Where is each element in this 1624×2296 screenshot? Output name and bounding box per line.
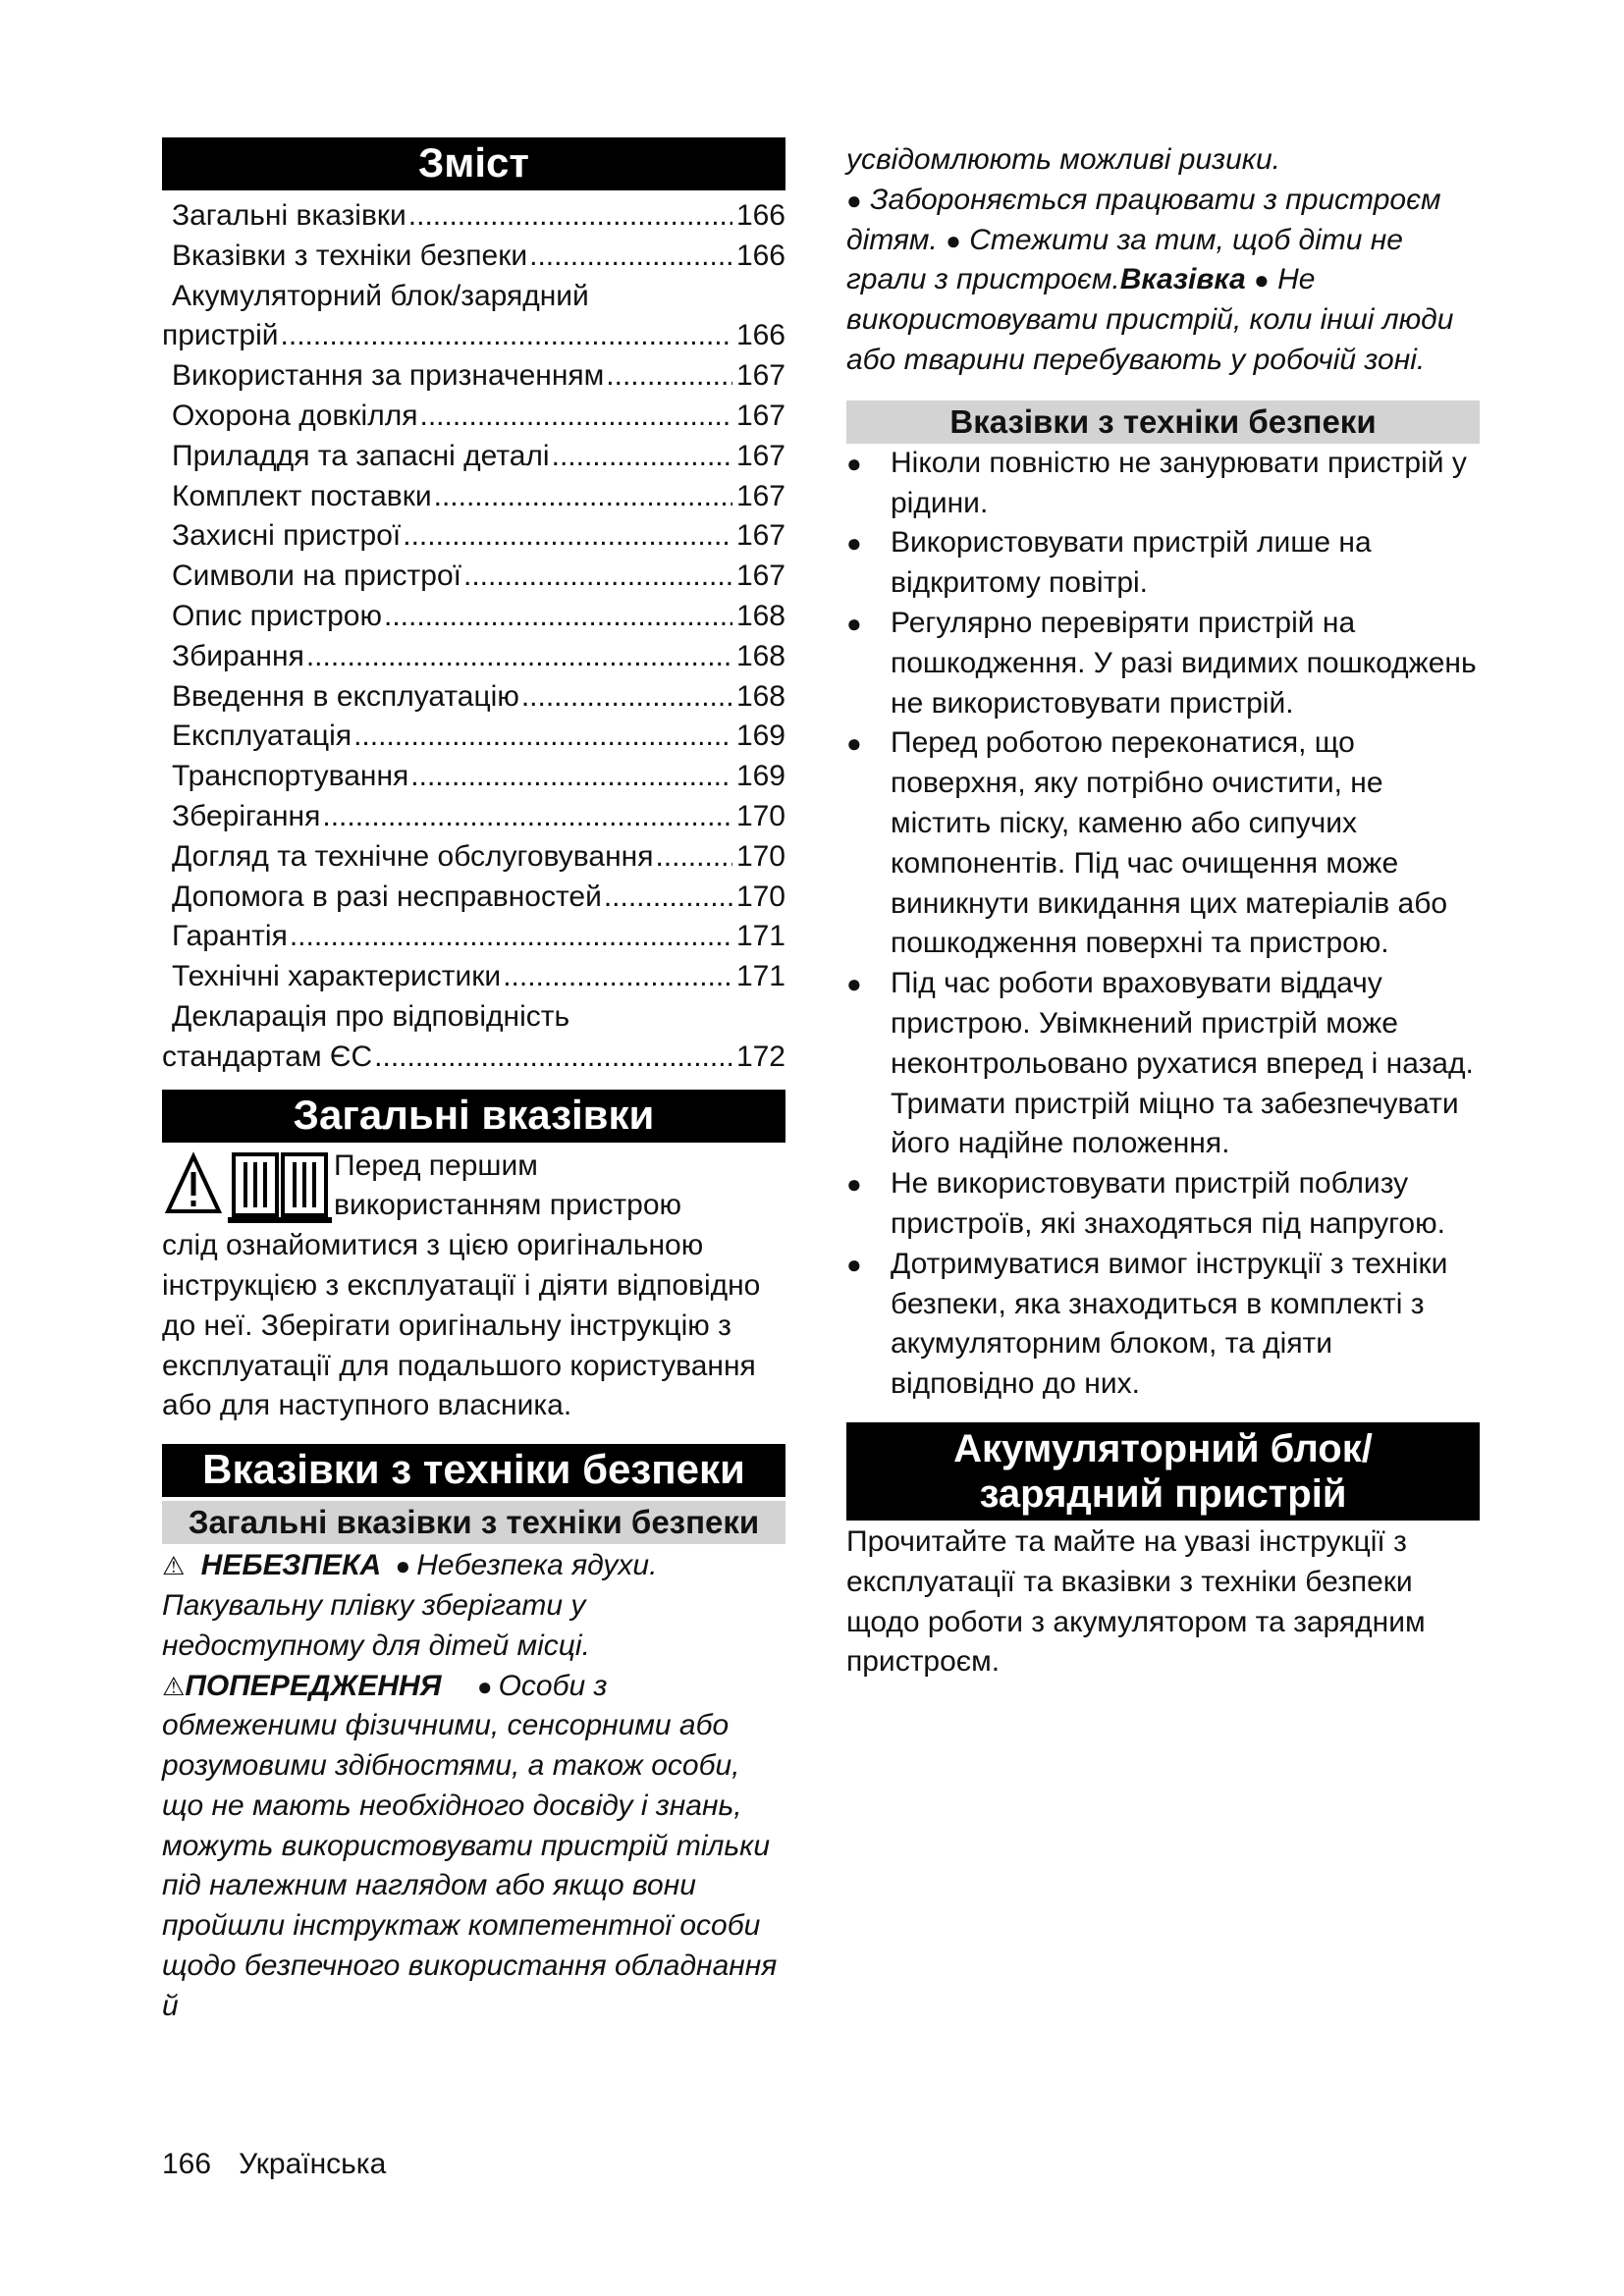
general-text-line1: Перед першим bbox=[334, 1148, 538, 1182]
warning-triangle-icon: ⚠ bbox=[162, 1671, 186, 1701]
toc-item-title: Збирання bbox=[172, 639, 304, 672]
cont-text4: Не використовувати пристрій, коли інші люди або тварини перебувають у робочій зоні. bbox=[846, 263, 1454, 376]
toc-item-title: Акумуляторний блок/зарядний bbox=[172, 279, 589, 312]
toc-item-title: Захисні пристрої bbox=[172, 519, 402, 553]
bullet-icon: ● bbox=[846, 1249, 862, 1279]
footer-language: Українська bbox=[239, 2148, 387, 2180]
toc-leader-dots bbox=[463, 557, 732, 597]
toc-item-page: 166 bbox=[735, 199, 785, 232]
page-footer bbox=[162, 2148, 386, 2181]
general-text-line2: використанням пристрою bbox=[334, 1189, 682, 1222]
safety-subheading: Загальні вказівки з техніки безпеки bbox=[162, 1501, 785, 1544]
list-item-text: Перед роботою переконатися, що поверхня, яку потрібно очистити, не містить піску, каменю або сипучих компонентів. Під час очищення може виникнути викидання цих матеріалів або пошкодження поверхні та пристрою. bbox=[891, 726, 1448, 960]
toc-item[interactable] bbox=[162, 878, 785, 918]
battery-heading-line2: зарядний пристрій bbox=[979, 1471, 1347, 1516]
toc-item-title: Охорона довкілля bbox=[172, 399, 418, 432]
general-text-rest: слід ознайомитися з цією оригінальною інструкцією з експлуатації і діяти відповідно до неї. Зберігати оригінальну інструкцію з експлуатації для подальшого користування або для наступного власника. bbox=[162, 1229, 761, 1422]
list-item bbox=[846, 723, 1480, 964]
toc-item[interactable] bbox=[162, 277, 785, 357]
toc-item-page: 168 bbox=[735, 599, 785, 632]
toc-leader-dots bbox=[655, 837, 731, 878]
toc-item-title: Опис пристрою bbox=[172, 599, 382, 632]
toc-item[interactable] bbox=[162, 837, 785, 878]
toc-item[interactable] bbox=[162, 597, 785, 637]
toc-item-title: Технічні характеристики bbox=[172, 960, 502, 993]
toc-item-title: Комплект поставки bbox=[172, 479, 432, 512]
bullet-icon: ● bbox=[1254, 265, 1270, 295]
safety2-subheading: Вказівки з техніки безпеки bbox=[846, 400, 1480, 444]
list-item-text: Дотримуватися вимог інструкції з техніки безпеки, яка знаходиться в комплекті з акумуляторним блоком, та діяти відповідно до них. bbox=[891, 1247, 1448, 1401]
toc-item-title: Декларація про відповідність bbox=[172, 999, 570, 1033]
toc-item-page: 169 bbox=[735, 760, 785, 793]
list-item-text: Регулярно перевіряти пристрій на пошкодження. У разі видимих пошкоджень не використовувати пристрій. bbox=[891, 606, 1477, 720]
toc-item-page: 170 bbox=[735, 880, 785, 913]
toc-item-title: Введення в експлуатацію bbox=[172, 679, 519, 713]
list-item-text: Використовувати пристрій лише на відкритому повітрі. bbox=[891, 526, 1372, 600]
toc-item[interactable] bbox=[162, 997, 785, 1078]
toc-leader-dots bbox=[281, 316, 732, 356]
danger-text: Небезпека ядухи. Пакувальну плівку зберігати у недоступному для дітей місці. bbox=[162, 1549, 658, 1662]
list-item bbox=[846, 523, 1480, 604]
toc-item-title-cont: стандартам ЄС bbox=[162, 1040, 373, 1073]
bullet-icon: ● bbox=[846, 528, 862, 559]
toc-leader-dots bbox=[353, 717, 732, 757]
list-item bbox=[846, 964, 1480, 1164]
list-item bbox=[846, 1245, 1480, 1405]
toc-item-title-cont: пристрій bbox=[162, 319, 279, 352]
toc-leader-dots bbox=[290, 917, 732, 957]
list-item-text: Під час роботи враховувати віддачу пристрою. Увімкнений пристрій може неконтрольовано рухатися вперед і назад. Тримати пристрій міцно та забезпечувати його надійне положення. bbox=[891, 967, 1474, 1160]
danger-triangle-icon: ⚠ bbox=[162, 1551, 186, 1581]
toc-item-page: 169 bbox=[735, 720, 785, 753]
cont-text2: Забороняється працювати з пристроєм дітям. bbox=[846, 183, 1441, 256]
toc-leader-dots bbox=[529, 237, 732, 277]
bullet-icon: ● bbox=[846, 728, 862, 759]
toc-leader-dots bbox=[408, 196, 732, 237]
bullet-icon: ● bbox=[846, 608, 862, 638]
battery-heading-line1: Акумуляторний блок/ bbox=[953, 1426, 1373, 1470]
list-item bbox=[846, 1164, 1480, 1245]
general-intro bbox=[162, 1147, 785, 1427]
toc-item[interactable] bbox=[162, 477, 785, 517]
toc-item[interactable] bbox=[162, 957, 785, 997]
toc-list bbox=[162, 196, 785, 1078]
danger-label: НЕБЕЗПЕКА bbox=[200, 1549, 382, 1582]
danger-paragraph bbox=[162, 1546, 785, 1666]
toc-item-page: 167 bbox=[735, 519, 785, 553]
toc-item-title: Символи на пристрої bbox=[172, 560, 461, 593]
bullet-icon: ● bbox=[946, 225, 961, 255]
warning-manual-icons bbox=[162, 1147, 334, 1225]
bullet-icon: ● bbox=[846, 1169, 862, 1200]
cont-text1: усвідомлюють можливі ризики. bbox=[846, 143, 1280, 176]
toc-item[interactable] bbox=[162, 757, 785, 797]
toc-leader-dots bbox=[403, 516, 732, 557]
toc-item-page: 171 bbox=[735, 920, 785, 953]
toc-item-title: Зберігання bbox=[172, 799, 321, 832]
toc-item-page: 170 bbox=[735, 839, 785, 873]
safety2-bullet-list bbox=[846, 444, 1480, 1405]
battery-text: Прочитайте та майте на увазі інструкції з експлуатації та вказівки з техніки безпеки щодо роботи з акумулятором та зарядним пристроєм. bbox=[846, 1524, 1426, 1679]
toc-leader-dots bbox=[604, 878, 732, 918]
toc-item-page: 167 bbox=[735, 439, 785, 472]
page-number: 166 bbox=[162, 2148, 212, 2180]
toc-item-title: Вказівки з техніки безпеки bbox=[172, 239, 528, 272]
list-item-text: Не використовувати пристрій поблизу пристроїв, які знаходяться під напругою. bbox=[891, 1167, 1445, 1240]
toc-item-page: 172 bbox=[735, 1040, 785, 1073]
toc-item-page: 167 bbox=[735, 560, 785, 593]
toc-item-title: Гарантія bbox=[172, 920, 288, 953]
toc-item[interactable] bbox=[162, 356, 785, 397]
toc-item[interactable] bbox=[162, 397, 785, 437]
bullet-icon: ● bbox=[846, 185, 862, 215]
safety-heading: Вказівки з техніки безпеки bbox=[162, 1444, 785, 1497]
toc-item-page: 168 bbox=[735, 679, 785, 713]
toc-leader-dots bbox=[419, 397, 731, 437]
toc-item[interactable] bbox=[162, 516, 785, 557]
toc-item-title: Допомога в разі несправностей bbox=[172, 880, 602, 913]
bullet-icon: ● bbox=[395, 1551, 411, 1581]
toc-leader-dots bbox=[606, 356, 732, 397]
toc-item-title: Догляд та технічне обслуговування bbox=[172, 839, 654, 873]
toc-item[interactable] bbox=[162, 917, 785, 957]
toc-leader-dots bbox=[503, 957, 732, 997]
list-item bbox=[846, 604, 1480, 723]
toc-leader-dots bbox=[410, 757, 732, 797]
warning-paragraph bbox=[162, 1667, 785, 2027]
toc-leader-dots bbox=[434, 477, 732, 517]
safety-continued bbox=[846, 140, 1480, 381]
note-label: Вказівка bbox=[1119, 263, 1246, 296]
toc-leader-dots bbox=[552, 437, 732, 477]
toc-leader-dots bbox=[322, 797, 732, 837]
warning-label: ПОПЕРЕДЖЕННЯ bbox=[185, 1669, 442, 1702]
toc-leader-dots bbox=[374, 1038, 732, 1078]
toc-item[interactable] bbox=[162, 637, 785, 677]
toc-item-page: 167 bbox=[735, 399, 785, 432]
manual-book-icon bbox=[226, 1147, 334, 1225]
toc-item[interactable] bbox=[162, 237, 785, 277]
toc-item[interactable] bbox=[162, 437, 785, 477]
toc-item[interactable] bbox=[162, 797, 785, 837]
bullet-icon: ● bbox=[846, 448, 862, 478]
bullet-icon: ● bbox=[476, 1671, 493, 1701]
list-item-text: Ніколи повністю не занурювати пристрій у рідини. bbox=[891, 446, 1467, 519]
toc-item-page: 168 bbox=[735, 639, 785, 672]
toc-item-page: 166 bbox=[735, 239, 785, 272]
toc-item-title: Приладдя та запасні деталі bbox=[172, 439, 550, 472]
toc-item-page: 166 bbox=[735, 319, 785, 352]
toc-item-page: 167 bbox=[735, 359, 785, 393]
toc-item-page: 167 bbox=[735, 479, 785, 512]
cont-text3: Стежити за тим, щоб діти не грали з пристроєм. bbox=[846, 223, 1403, 296]
toc-item[interactable] bbox=[162, 196, 785, 237]
toc-heading: Зміст bbox=[162, 137, 785, 190]
general-heading: Загальні вказівки bbox=[162, 1090, 785, 1143]
toc-item-page: 170 bbox=[735, 799, 785, 832]
warning-text: Особи з обмеженими фізичними, сенсорними або розумовими здібностями, а також особи, що не мають необхідного досвіду і знань, можуть використовувати пристрій тільки під належним наглядом або якщо вони пройшли інструктаж компетентної особи щодо безпечного використання обладнання й bbox=[162, 1669, 778, 2022]
toc-item-title: Використання за призначенням bbox=[172, 359, 605, 393]
toc-item-title: Транспортування bbox=[172, 760, 409, 793]
toc-item-title: Експлуатація bbox=[172, 720, 352, 753]
toc-item-title: Загальні вказівки bbox=[172, 199, 406, 232]
toc-item-page: 171 bbox=[735, 960, 785, 993]
toc-leader-dots bbox=[306, 637, 732, 677]
list-item bbox=[846, 444, 1480, 524]
bullet-icon: ● bbox=[846, 969, 862, 999]
battery-heading bbox=[846, 1422, 1480, 1521]
toc-item[interactable] bbox=[162, 677, 785, 718]
toc-leader-dots bbox=[521, 677, 732, 718]
toc-item[interactable] bbox=[162, 717, 785, 757]
right-column bbox=[846, 140, 1480, 1682]
toc-leader-dots bbox=[384, 597, 732, 637]
toc-item[interactable] bbox=[162, 557, 785, 597]
left-column bbox=[162, 137, 785, 2027]
